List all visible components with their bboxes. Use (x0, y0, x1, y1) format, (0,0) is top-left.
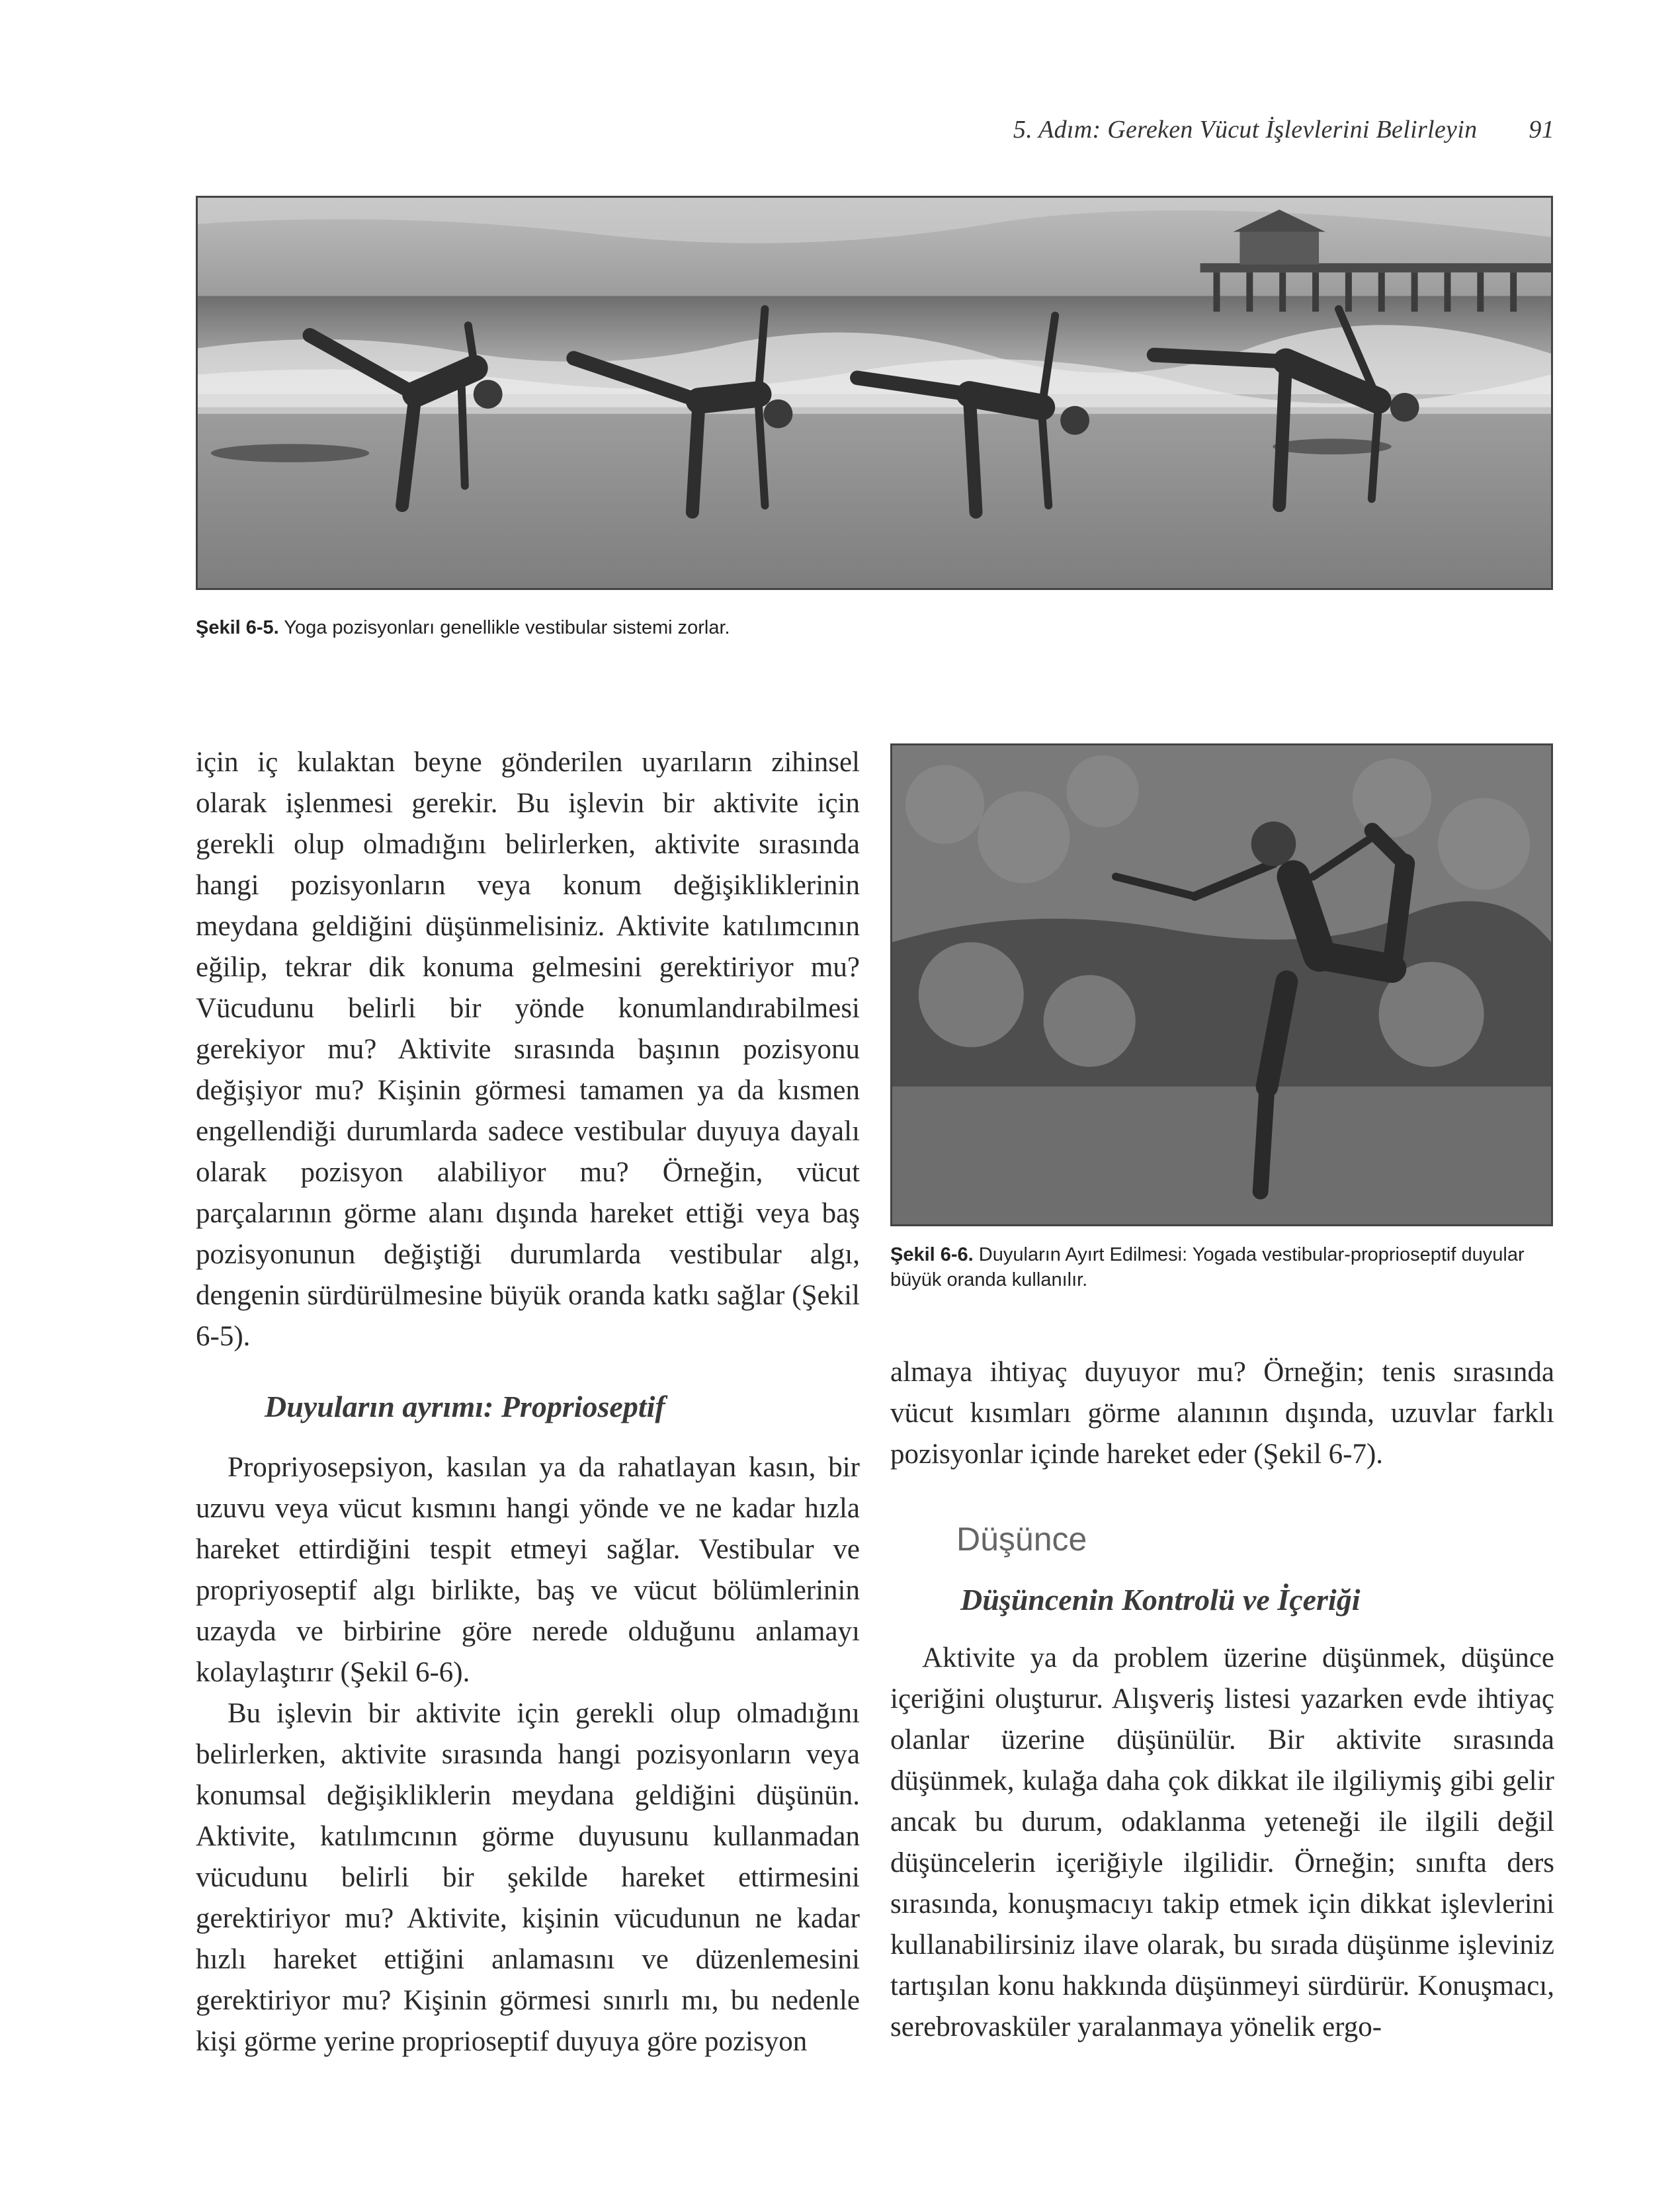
page-number: 91 (1529, 116, 1554, 144)
body-paragraph: Aktivite ya da problem üzerine düşünmek, düşünce içeriğini oluşturur. Alışveriş listesi yazarken evde ihtiyaç olanlar üzerine düşünülür. Bir aktivite sırasında düşünmek, kulağa daha çok dikkat ile ilgiliymiş gibi gelir ancak bu durum, odaklanma yeteneği ile ilgili değil düşüncelerin içeriğiyle ilgilidir. Örneğin; sınıfta ders sırasında, konuşmacıyı takip etmek için dikkat işlevlerini kullanabilirsiniz ilave olarak, bu sırada düşünme işleviniz tartışılan konu hakkında düşünmeyi sürdürür. Konuşmacı, serebrovasküler yaralanmaya yönelik ergo- (890, 1642, 1554, 2042)
left-column-paragraph-1 (196, 742, 860, 1357)
figure-caption-text: Yoga pozisyonları genellikle vestibular sistemi zorlar. (278, 617, 730, 638)
body-paragraph: Propriyosepsiyon, kasılan ya da rahatlayan kasın, bir uzuvu veya vücut kısmını hangi yönde ve ne kadar hızla hareket ettirdiğini tespit etmeyi sağlar. Vestibular ve propriyoseptif algı birlikte, baş ve vücut bölümlerinin uzayda ve birbirine göre nerede olduğunu anlamayı kolaylaştırır (Şekil 6-6). (196, 1452, 860, 1688)
garden-yoga-photo (892, 745, 1551, 1224)
right-column-paragraph-1 (890, 1352, 1554, 1475)
body-paragraph: için iç kulaktan beyne gönderilen uyarıların zihinsel olarak işlenmesi gerekir. Bu işlevin bir aktivite için gerekli olup olmadığını belirlerken, aktivite sırasında hangi pozisyonların veya konum değişikliklerinin meydana geldiğini düşünmelisiniz. Aktivite katılımcının eğilip, tekrar dik konuma gelmesini gerektiriyor mu? Vücudunu belirli bir yönde konumlandırabilmesi gerekiyor mu? Aktivite sırasında başının pozisyonu değişiyor mu? Kişinin görmesi tamamen ya da kısmen engellendiği durumlarda sadece vestibular duyuya dayalı olarak pozisyon alabiliyor mu? Örneğin, vücut parçalarının görme alanı dışında hareket ettiği veya baş pozisyonunun değiştiği durumlarda vestibular algı, dengenin sürdürülmesine büyük oranda katkı sağlar (Şekil 6-5). (196, 747, 860, 1352)
subheading-proprioceptive: Duyuların ayrımı: Proprioseptif (265, 1390, 665, 1423)
left-column-paragraphs (196, 1447, 860, 2062)
body-paragraph: almaya ihtiyaç duyuyor mu? Örneğin; tenis sırasında vücut kısımları görme alanının dışında, uzuvlar farklı pozisyonlar içinde hareket eder (Şekil 6-7). (890, 1357, 1554, 1470)
figure-caption-text: Duyuların Ayırt Edilmesi: Yogada vestibular-proprioseptif duyular büyük oranda kullanılır. (890, 1244, 1525, 1290)
running-head (1013, 115, 1554, 144)
figure-label: Şekil 6-5. (196, 617, 279, 638)
subheading-thought-content: Düşüncenin Kontrolü ve İçeriği (960, 1583, 1361, 1617)
section-heading-thought: Düşünce (956, 1521, 1087, 1558)
figure-caption (890, 1242, 1552, 1292)
figure-caption (196, 615, 1320, 640)
figure-garden-yoga-photo (890, 743, 1553, 1226)
figure-beach-yoga-photo (196, 196, 1553, 590)
right-column-paragraph-2 (890, 1638, 1554, 2048)
figure-label: Şekil 6-6. (890, 1244, 974, 1265)
beach-yoga-photo (198, 198, 1551, 588)
chapter-title: 5. Adım: Gereken Vücut İşlevlerini Belirleyin (1013, 116, 1478, 144)
body-paragraph: Bu işlevin bir aktivite için gerekli olup olmadığını belirlerken, aktivite sırasında hangi pozisyonların veya konumsal değişikliklerin meydana geldiğini düşünün. Aktivite, katılımcının görme duyusunu kullanmadan vücudunu belirli bir şekilde hareket ettirmesini gerektiriyor mu? Aktivite, kişinin vücudunun ne kadar hızlı hareket ettiğini anlamasını ve düzenlemesini gerektiriyor mu? Kişinin görmesi sınırlı mı, bu nedenle kişi görme yerine proprioseptif duyuya göre pozisyon (196, 1698, 860, 2057)
